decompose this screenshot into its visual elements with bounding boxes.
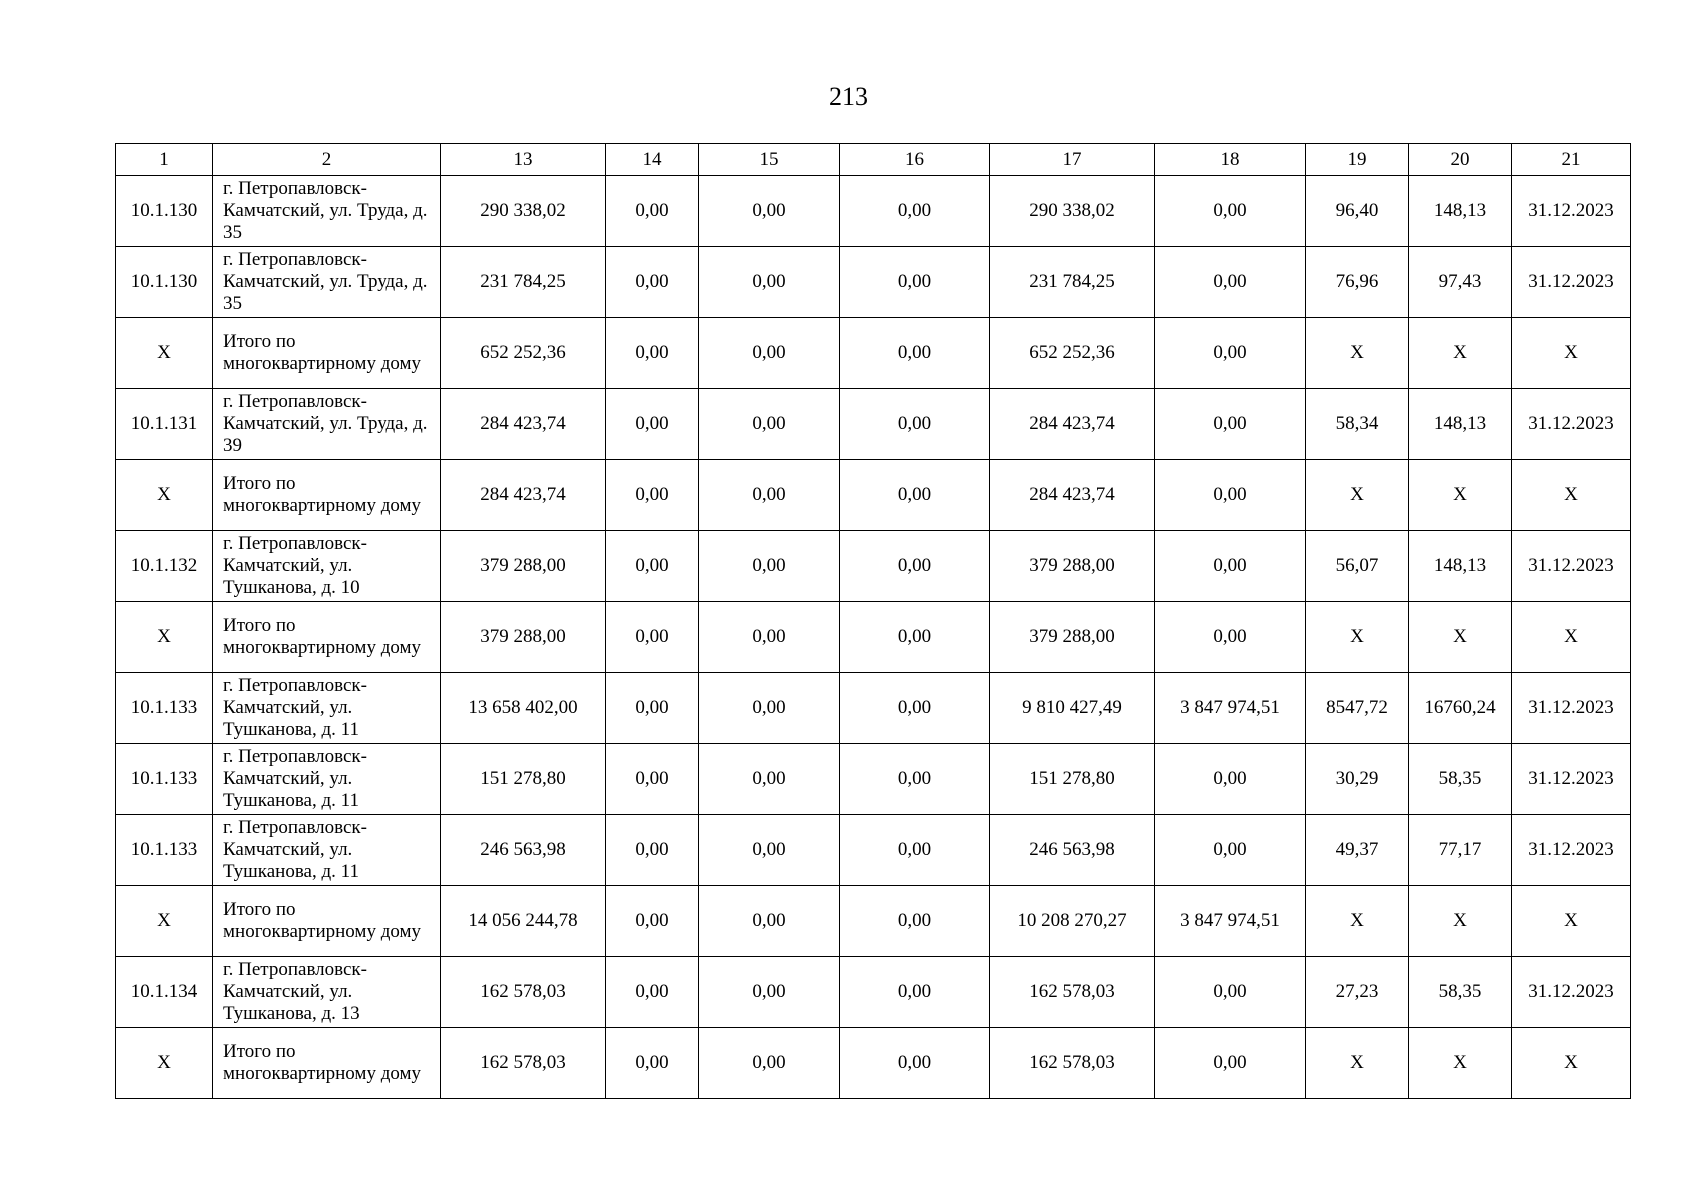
table-row [116,886,1631,957]
table-cell: 0,00 [699,744,840,815]
table-cell: 0,00 [699,460,840,531]
table-cell: Х [116,318,213,389]
column-header: 21 [1512,144,1631,176]
table-cell: Х [116,460,213,531]
table-row [116,531,1631,602]
table-cell: 148,13 [1409,531,1512,602]
table-row [116,602,1631,673]
table-cell: 31.12.2023 [1512,744,1631,815]
address-cell: Итого по многоквартирному дому [213,886,441,957]
table-cell: 0,00 [606,460,699,531]
table-cell: 0,00 [1155,318,1306,389]
table-cell: 379 288,00 [990,531,1155,602]
table-cell: 231 784,25 [990,247,1155,318]
table-row [116,673,1631,744]
table-cell: 3 847 974,51 [1155,673,1306,744]
column-header: 14 [606,144,699,176]
table-cell: 0,00 [606,957,699,1028]
table-cell: 49,37 [1306,815,1409,886]
table-cell: 162 578,03 [990,1028,1155,1099]
table-cell: 0,00 [699,602,840,673]
table-cell: 0,00 [699,815,840,886]
table-cell: 0,00 [606,886,699,957]
table-cell: 58,35 [1409,744,1512,815]
table-cell: 0,00 [1155,531,1306,602]
table-cell: 284 423,74 [990,460,1155,531]
table-cell: 0,00 [606,815,699,886]
table-cell: 0,00 [840,1028,990,1099]
table-cell: Х [1409,886,1512,957]
table-cell: 0,00 [699,886,840,957]
address-cell: Итого по многоквартирному дому [213,318,441,389]
address-cell: г. Петропавловск-Камчатский, ул. Тушканова, д. 13 [213,957,441,1028]
table-cell: 151 278,80 [990,744,1155,815]
table-cell: 290 338,02 [441,176,606,247]
table-cell: 0,00 [1155,1028,1306,1099]
table-cell: 0,00 [699,247,840,318]
address-cell: г. Петропавловск-Камчатский, ул. Тушканова, д. 11 [213,815,441,886]
table-cell: 284 423,74 [441,460,606,531]
table-cell: 0,00 [606,247,699,318]
table-cell: 0,00 [840,886,990,957]
table-cell: 0,00 [840,176,990,247]
table-cell: Х [1512,1028,1631,1099]
column-header: 20 [1409,144,1512,176]
table-cell: Х [1512,460,1631,531]
table-cell: Х [1512,318,1631,389]
table-row [116,815,1631,886]
table-cell: 0,00 [699,673,840,744]
column-header: 16 [840,144,990,176]
address-cell: Итого по многоквартирному дому [213,460,441,531]
address-cell: Итого по многоквартирному дому [213,602,441,673]
table-cell: 31.12.2023 [1512,389,1631,460]
table-cell: Х [1512,886,1631,957]
table-cell: 10.1.130 [116,176,213,247]
address-cell: г. Петропавловск-Камчатский, ул. Тушканова, д. 11 [213,673,441,744]
table-cell: 58,34 [1306,389,1409,460]
table-cell: 0,00 [606,673,699,744]
table-row [116,744,1631,815]
table-cell: 30,29 [1306,744,1409,815]
table-cell: Х [1306,460,1409,531]
table-cell: 10 208 270,27 [990,886,1155,957]
table-cell: 0,00 [1155,602,1306,673]
table-cell: 10.1.133 [116,815,213,886]
table-cell: 0,00 [1155,744,1306,815]
table-cell: 0,00 [699,531,840,602]
table-cell: 0,00 [606,389,699,460]
table-cell: 652 252,36 [990,318,1155,389]
table-cell: 10.1.133 [116,744,213,815]
table-cell: 0,00 [840,673,990,744]
table-cell: 13 658 402,00 [441,673,606,744]
table-cell: 290 338,02 [990,176,1155,247]
page-number: 213 [829,82,868,111]
table-cell: 162 578,03 [990,957,1155,1028]
table-cell: 27,23 [1306,957,1409,1028]
table-cell: 0,00 [699,389,840,460]
address-cell: г. Петропавловск-Камчатский, ул. Труда, д. 39 [213,389,441,460]
table-cell: 0,00 [840,815,990,886]
column-header: 15 [699,144,840,176]
table-cell: 14 056 244,78 [441,886,606,957]
table-cell: 3 847 974,51 [1155,886,1306,957]
column-header: 13 [441,144,606,176]
column-header: 18 [1155,144,1306,176]
table-cell: 0,00 [606,744,699,815]
table-cell: 0,00 [699,1028,840,1099]
table-cell: 56,07 [1306,531,1409,602]
table-cell: 0,00 [1155,176,1306,247]
table-cell: 284 423,74 [990,389,1155,460]
table-cell: 151 278,80 [441,744,606,815]
table-cell: 97,43 [1409,247,1512,318]
address-cell: г. Петропавловск-Камчатский, ул. Тушканова, д. 10 [213,531,441,602]
table-cell: 77,17 [1409,815,1512,886]
table-cell: 0,00 [840,957,990,1028]
table-cell: 0,00 [1155,460,1306,531]
table-cell: 246 563,98 [990,815,1155,886]
table-cell: 10.1.133 [116,673,213,744]
table-cell: Х [1409,602,1512,673]
table-cell: Х [1409,460,1512,531]
table-cell: 0,00 [1155,247,1306,318]
address-cell: г. Петропавловск-Камчатский, ул. Труда, д. 35 [213,247,441,318]
table-cell: Х [1409,318,1512,389]
table-cell: 0,00 [699,176,840,247]
table-cell: 10.1.130 [116,247,213,318]
table-cell: 246 563,98 [441,815,606,886]
table-cell: Х [1306,602,1409,673]
table-cell: 0,00 [840,460,990,531]
column-header: 19 [1306,144,1409,176]
table-row [116,389,1631,460]
table-cell: Х [116,886,213,957]
table-cell: 0,00 [840,602,990,673]
table-cell: 31.12.2023 [1512,815,1631,886]
address-cell: г. Петропавловск-Камчатский, ул. Труда, д. 35 [213,176,441,247]
header-row [116,144,1631,176]
table-row [116,957,1631,1028]
table-row [116,176,1631,247]
table-cell: 0,00 [1155,957,1306,1028]
table-row [116,460,1631,531]
table-cell: 31.12.2023 [1512,957,1631,1028]
table-cell: 0,00 [840,744,990,815]
table-cell: 379 288,00 [990,602,1155,673]
table-cell: 0,00 [606,318,699,389]
table-cell: 0,00 [840,531,990,602]
column-header: 2 [213,144,441,176]
table-row [116,247,1631,318]
table-cell: 58,35 [1409,957,1512,1028]
table-cell: 0,00 [606,602,699,673]
table-cell: 9 810 427,49 [990,673,1155,744]
table-cell: 0,00 [606,1028,699,1099]
table-cell: 10.1.131 [116,389,213,460]
table-cell: 162 578,03 [441,1028,606,1099]
table-cell: Х [116,602,213,673]
table-cell: 31.12.2023 [1512,531,1631,602]
address-cell: Итого по многоквартирному дому [213,1028,441,1099]
data-table [115,143,1631,1099]
table-cell: 8547,72 [1306,673,1409,744]
column-header: 1 [116,144,213,176]
table-cell: 0,00 [840,389,990,460]
table-cell: 231 784,25 [441,247,606,318]
column-header: 17 [990,144,1155,176]
table-body [116,176,1631,1099]
table-cell: 0,00 [840,247,990,318]
table-cell: 16760,24 [1409,673,1512,744]
table-cell: Х [116,1028,213,1099]
table-cell: Х [1409,1028,1512,1099]
table-cell: Х [1512,602,1631,673]
table-cell: 0,00 [606,531,699,602]
table-cell: 96,40 [1306,176,1409,247]
table-cell: 31.12.2023 [1512,247,1631,318]
table-cell: Х [1306,1028,1409,1099]
table-cell: 0,00 [699,318,840,389]
table-cell: 76,96 [1306,247,1409,318]
table-cell: 162 578,03 [441,957,606,1028]
table-row [116,1028,1631,1099]
table-row [116,318,1631,389]
table-cell: 10.1.132 [116,531,213,602]
table-cell: 284 423,74 [441,389,606,460]
table-cell: 0,00 [606,176,699,247]
table-cell: 379 288,00 [441,531,606,602]
address-cell: г. Петропавловск-Камчатский, ул. Тушканова, д. 11 [213,744,441,815]
table-cell: 148,13 [1409,389,1512,460]
table-cell: 0,00 [840,318,990,389]
table-cell: 652 252,36 [441,318,606,389]
table-cell: 0,00 [1155,815,1306,886]
table-cell: 10.1.134 [116,957,213,1028]
table-cell: 31.12.2023 [1512,176,1631,247]
table-cell: 0,00 [699,957,840,1028]
table-cell: Х [1306,886,1409,957]
table-cell: 0,00 [1155,389,1306,460]
table-cell: Х [1306,318,1409,389]
table-cell: 148,13 [1409,176,1512,247]
table-cell: 379 288,00 [441,602,606,673]
table-cell: 31.12.2023 [1512,673,1631,744]
